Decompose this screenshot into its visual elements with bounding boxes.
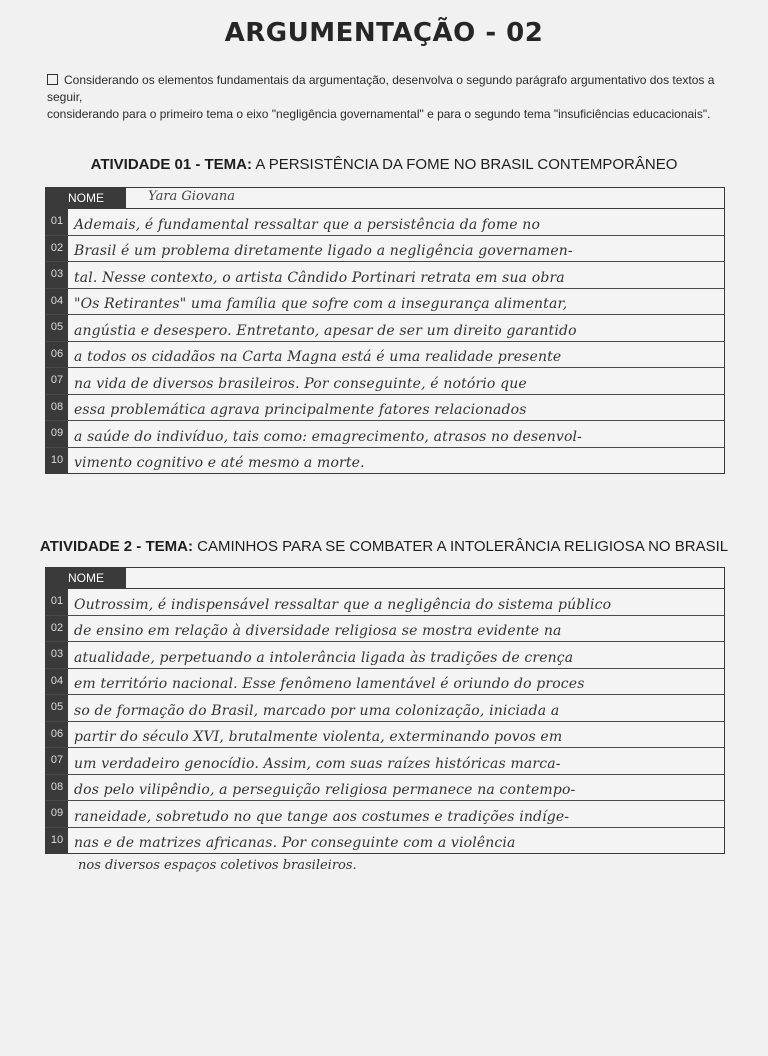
activity-1-theme: A PERSISTÊNCIA DA FOME NO BRASIL CONTEMPORÂNEO — [252, 156, 678, 173]
activity-2-line-number: 02 — [46, 616, 68, 642]
activity-2-line-number: 07 — [46, 748, 68, 774]
activity-2-lines — [46, 589, 724, 853]
activity-2-overflow-text: nos diversos espaços coletivos brasileiros. — [78, 858, 357, 873]
activity-2-theme: CAMINHOS PARA SE COMBATER A INTOLERÂNCIA RELIGIOSA NO BRASIL — [192, 538, 729, 555]
activity-2-line — [46, 775, 724, 802]
activity-1-heading — [0, 156, 768, 173]
activity-2-line — [46, 801, 724, 828]
activity-2-line — [46, 722, 724, 749]
activity-2-line-text: nas e de matrizes africanas. Por conseguinte com a violência — [74, 835, 516, 851]
activity-1-line-number: 01 — [46, 209, 68, 235]
activity-2-line-text: atualidade, perpetuando a intolerância ligada às tradições de crença — [74, 649, 574, 666]
activity-1-line-number: 05 — [46, 315, 68, 341]
activity-2-line — [46, 828, 724, 854]
activity-2-name-row — [46, 568, 724, 589]
activity-2-name-label: NOME — [46, 568, 126, 588]
activity-1-line — [46, 368, 724, 395]
activity-2-line-text: um verdadeiro genocídio. Assim, com suas raízes históricas marca- — [74, 755, 561, 772]
activity-1-line — [46, 342, 724, 369]
instructions-line-2: considerando para o primeiro tema o eixo "negligência governamental" e para o segundo tema "insuficiências educacionais". — [47, 107, 711, 121]
activity-1-line — [46, 289, 724, 316]
activity-1-line — [46, 262, 724, 289]
activity-1-line-text: "Os Retirantes" uma família que sofre com a insegurança alimentar, — [74, 296, 568, 312]
activity-2-line — [46, 669, 724, 696]
activity-1-line-text: Ademais, é fundamental ressaltar que a persistência da fome no — [74, 216, 541, 233]
activity-1-name-value: Yara Giovana — [148, 189, 236, 204]
activity-1-line-text: vimento cognitivo e até mesmo a morte. — [74, 455, 365, 471]
activity-1-line-text: a saúde do indivíduo, tais como: emagrecimento, atrasos no desenvol- — [74, 428, 583, 445]
activity-2-line — [46, 589, 724, 616]
instructions-line-1: Considerando os elementos fundamentais da argumentação, desenvolva o segundo parágrafo argumentativo dos textos a seguir, — [47, 73, 715, 104]
activity-1-line-number: 10 — [46, 448, 68, 474]
activity-1-sheet — [45, 187, 725, 474]
activity-1-lines — [46, 209, 724, 473]
activity-2-line — [46, 695, 724, 722]
activity-2-line-number: 04 — [46, 669, 68, 695]
instructions — [47, 72, 737, 123]
page-title: ARGUMENTAÇÃO - 02 — [224, 18, 544, 48]
activity-1-line-text: Brasil é um problema diretamente ligado a negligência governamen- — [74, 243, 573, 259]
activity-1-name-row — [46, 188, 724, 209]
activity-1-line — [46, 395, 724, 422]
activity-1-line-text: essa problemática agrava principalmente fatores relacionados — [74, 402, 527, 418]
activity-1-line — [46, 236, 724, 263]
activity-2-line — [46, 642, 724, 669]
activity-2-line-text: em território nacional. Esse fenômeno lamentável é oriundo do proces — [74, 676, 585, 692]
activity-2-heading — [0, 538, 768, 555]
activity-1-label: ATIVIDADE 01 - TEMA: — [90, 156, 253, 173]
activity-2-line-number: 03 — [46, 642, 68, 668]
activity-1-line — [46, 315, 724, 342]
activity-2-line-number: 08 — [46, 775, 68, 801]
activity-1-name-label: NOME — [46, 188, 126, 208]
activity-1-line-number: 09 — [46, 421, 68, 447]
activity-1-line — [46, 209, 724, 236]
activity-1-line-text: tal. Nesse contexto, o artista Cândido Portinari retrata em sua obra — [74, 269, 565, 286]
activity-2-line — [46, 748, 724, 775]
activity-1-line-number: 07 — [46, 368, 68, 394]
activity-1-line-number: 04 — [46, 289, 68, 315]
activity-2-line-text: raneidade, sobretudo no que tange aos costumes e tradições indíge- — [74, 808, 570, 825]
activity-1-line — [46, 421, 724, 448]
activity-2-line-text: Outrossim, é indispensável ressaltar que a negligência do sistema público — [74, 596, 612, 613]
activity-1-line-number: 06 — [46, 342, 68, 368]
activity-1-line — [46, 448, 724, 474]
activity-2-label: ATIVIDADE 2 - TEMA: — [39, 538, 193, 555]
activity-1-line-number: 08 — [46, 395, 68, 421]
activity-1-line-number: 03 — [46, 262, 68, 288]
activity-2-line-number: 10 — [46, 828, 68, 854]
activity-2-line-text: dos pelo vilipêndio, a perseguição religiosa permanece na contempo- — [74, 782, 576, 798]
activity-2-line-number: 01 — [46, 589, 68, 615]
activity-1-line-text: a todos os cidadãos na Carta Magna está é uma realidade presente — [74, 349, 562, 365]
activity-2-line-text: so de formação do Brasil, marcado por uma colonização, iniciada a — [74, 702, 560, 719]
activity-1-line-number: 02 — [46, 236, 68, 262]
activity-2-line — [46, 616, 724, 643]
checkbox-icon — [47, 74, 58, 85]
activity-1-line-text: angústia e desespero. Entretanto, apesar de ser um direito garantido — [74, 322, 577, 339]
activity-2-line-number: 09 — [46, 801, 68, 827]
activity-2-line-number: 06 — [46, 722, 68, 748]
activity-2-line-number: 05 — [46, 695, 68, 721]
activity-2-line-text: partir do século XVI, brutalmente violenta, exterminando povos em — [74, 729, 563, 745]
activity-1-line-text: na vida de diversos brasileiros. Por conseguinte, é notório que — [74, 375, 527, 392]
activity-2-line-text: de ensino em relação à diversidade religiosa se mostra evidente na — [74, 623, 562, 639]
activity-2-sheet — [45, 567, 725, 854]
